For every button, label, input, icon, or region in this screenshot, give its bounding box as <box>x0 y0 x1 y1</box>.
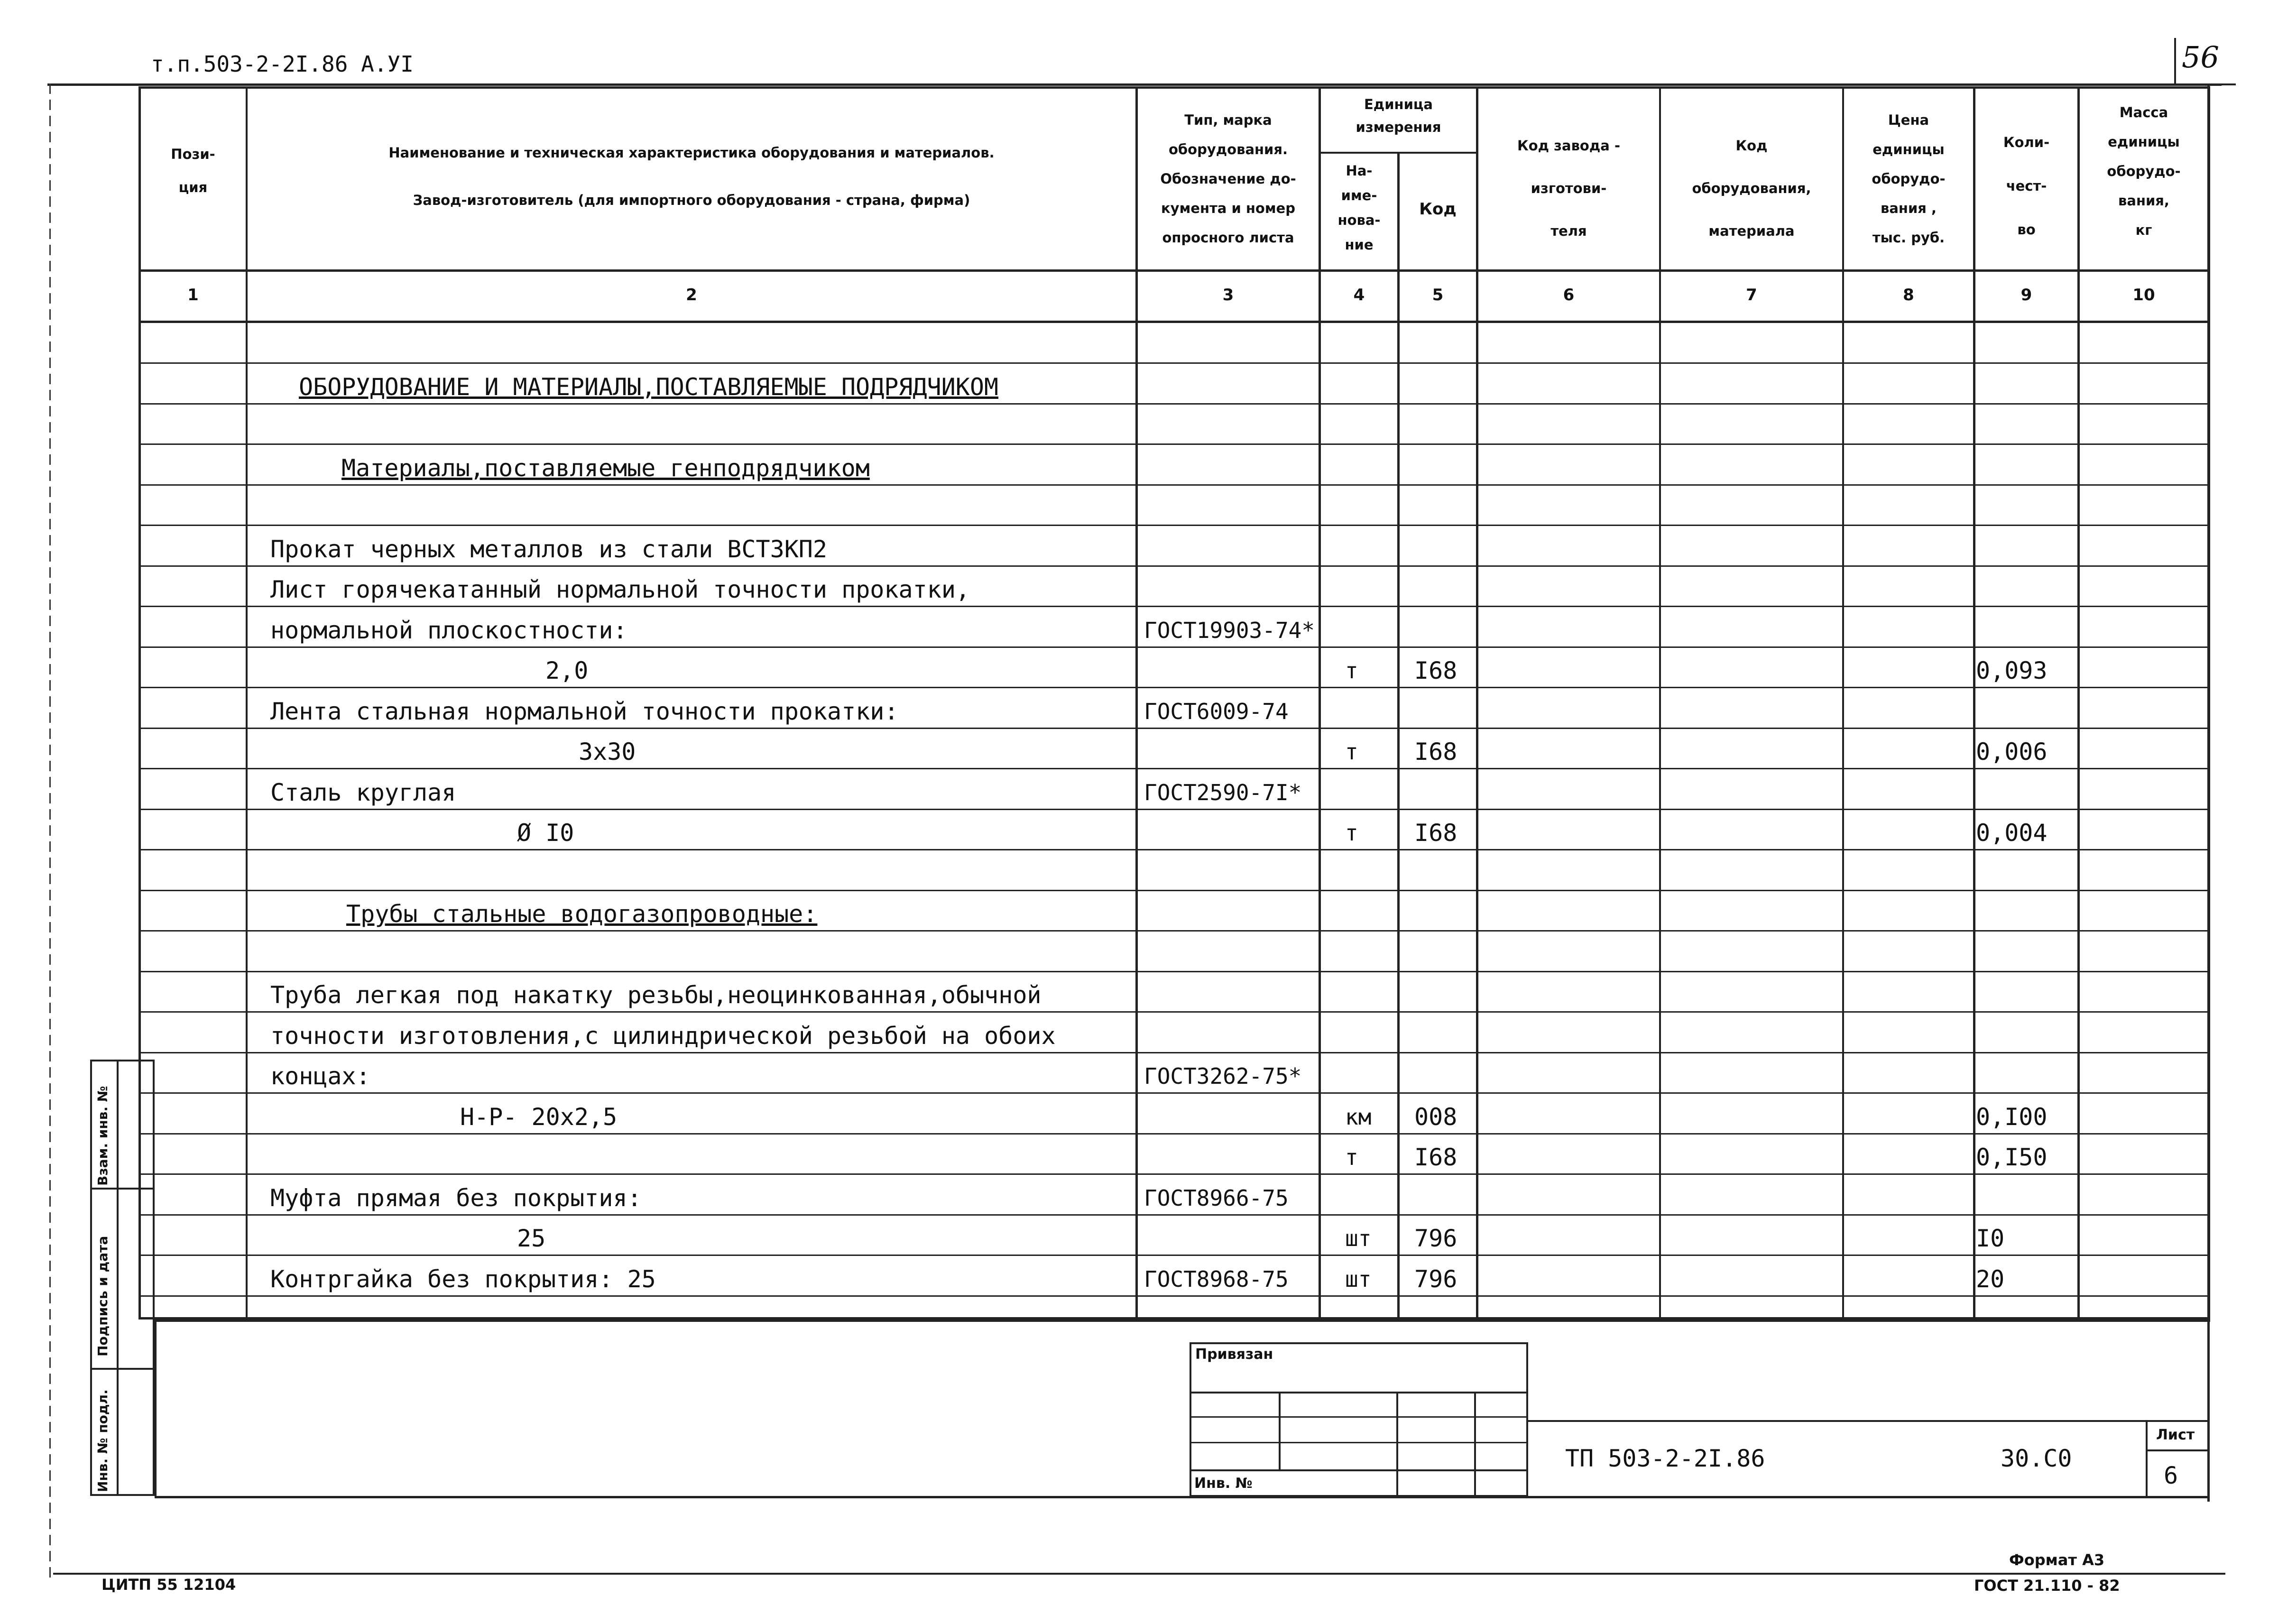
header-name <box>248 129 1135 224</box>
table-row <box>0 1174 2269 1215</box>
row-name: Лист горячекатанный нормальной точности прокатки, <box>270 576 970 603</box>
colnum-5: 5 <box>1432 286 1444 304</box>
colnum-8: 8 <box>1903 286 1914 304</box>
row-code: I68 <box>1414 657 1457 684</box>
header-factory-l2: изготови- <box>1531 180 1607 196</box>
header-equipment-l3: материала <box>1708 223 1795 239</box>
side-label-signature: Подпись и дата <box>95 1236 111 1356</box>
header-unit-l1: Единица <box>1364 96 1433 112</box>
row-qty: 0,I00 <box>1976 1103 2048 1131</box>
header-price-l1: Цена <box>1888 112 1929 128</box>
row-qty: 0,004 <box>1976 819 2048 847</box>
row-unit: т <box>1345 1144 1358 1170</box>
row-code: I68 <box>1414 738 1457 766</box>
row-name: точности изготовления,с цилиндрической резьбой на обоих <box>270 1022 1056 1050</box>
header-quantity-l2: чест- <box>2006 178 2047 194</box>
row-name: Муфта прямая без покрытия: <box>270 1184 642 1212</box>
header-price-l2: единицы <box>1872 141 1945 157</box>
table-row <box>0 363 2269 404</box>
stamp-main-top <box>1528 1420 2208 1422</box>
attached-vline-3 <box>1474 1392 1476 1497</box>
header-quantity-l1: Коли- <box>2003 134 2050 150</box>
row-doc: ГОСТ8968-75 <box>1144 1266 1289 1292</box>
colnum-7: 7 <box>1746 286 1757 304</box>
title-block-bottom <box>155 1496 2208 1498</box>
table-row <box>0 526 2269 566</box>
row-name: нормальной плоскостности: <box>270 617 627 644</box>
table-row <box>0 1012 2269 1053</box>
doc-reference: т.п.503-2-2I.86 А.УI <box>151 51 414 77</box>
sheet-corner-number: 56 <box>2182 40 2219 74</box>
row-doc: ГОСТ19903-74* <box>1144 618 1315 643</box>
colnum-6: 6 <box>1563 286 1575 304</box>
header-name-l2: Завод-изготовитель (для импортного оборудования - страна, фирма) <box>413 192 970 208</box>
header-unit-name-l4: ние <box>1345 237 1374 253</box>
row-qty: I0 <box>1976 1225 2005 1252</box>
row-name: Труба легкая под накатку резьбы,неоцинкованная,обычной <box>270 981 1042 1009</box>
row-code: 796 <box>1414 1265 1457 1293</box>
header-mass-l4: вания, <box>2118 193 2169 209</box>
header-unit-l2: измерения <box>1356 119 1441 135</box>
row-name: ОБОРУДОВАНИЕ И МАТЕРИАЛЫ,ПОСТАВЛЯЕМЫЕ ПОДРЯДЧИКОМ <box>299 373 999 401</box>
header-equipment-code <box>1661 124 1842 252</box>
attached-vline-2 <box>1396 1392 1398 1497</box>
table-row <box>0 444 2269 485</box>
table-row <box>0 769 2269 810</box>
title-block-top <box>155 1320 2210 1322</box>
row-qty: 0,I50 <box>1976 1144 2048 1171</box>
header-name-l1: Наименование и техническая характеристика оборудования и материалов. <box>388 145 995 161</box>
row-name: 25 <box>517 1225 546 1252</box>
row-code: 796 <box>1414 1225 1457 1252</box>
row-name: Н-Р- 20х2,5 <box>460 1103 618 1131</box>
table-row <box>0 729 2269 769</box>
table-row <box>0 323 2269 363</box>
row-name: Сталь круглая <box>270 779 456 806</box>
sheet-box-line <box>2146 1449 2208 1451</box>
row-unit: т <box>1345 820 1358 846</box>
side-strip-divider <box>117 1060 119 1496</box>
header-position-l2: ция <box>178 179 208 195</box>
table-row <box>0 485 2269 526</box>
header-factory-l3: теля <box>1550 223 1587 239</box>
frame-bottom <box>53 1573 2225 1575</box>
header-type-l4: кумента и номер <box>1161 200 1295 216</box>
row-name: Ø I0 <box>517 819 574 847</box>
header-unit-name-l1: На- <box>1346 163 1373 179</box>
header-quantity <box>1975 120 2077 251</box>
header-factory-l1: Код завода - <box>1517 138 1620 154</box>
header-unit-name-l2: име- <box>1341 187 1377 203</box>
header-unit-code: Код <box>1419 200 1457 219</box>
header-mass-l1: Масса <box>2119 104 2168 120</box>
row-name: 2,0 <box>545 657 589 684</box>
header-equipment-l1: Код <box>1735 138 1768 154</box>
attached-line-2 <box>1190 1416 1528 1418</box>
side-label-inventory: Инв. № подл. <box>95 1389 111 1492</box>
side-label-replace: Взам. инв. № <box>95 1086 111 1186</box>
row-unit: шт <box>1345 1266 1372 1292</box>
header-price-l4: вания , <box>1880 200 1937 216</box>
attached-vline-1 <box>1279 1392 1281 1471</box>
unit-header-line <box>1319 152 1478 154</box>
table-row <box>0 1053 2269 1093</box>
table-row <box>0 931 2269 972</box>
header-type-l2: оборудования. <box>1168 141 1288 157</box>
header-factory-code <box>1478 124 1659 252</box>
header-type-l1: Тип, марка <box>1184 112 1272 128</box>
row-qty: 0,093 <box>1976 657 2048 684</box>
footer-format: Формат А3 <box>2009 1551 2105 1569</box>
attached-label: Привязан <box>1195 1346 1273 1363</box>
header-unit-name <box>1321 158 1397 257</box>
title-block-left <box>155 1320 157 1498</box>
sheet-number: 6 <box>2164 1462 2178 1489</box>
attached-line-4 <box>1190 1469 1528 1471</box>
row-unit: шт <box>1345 1226 1372 1251</box>
header-unit-name-l3: нова- <box>1337 212 1381 228</box>
header-mass <box>2080 98 2208 245</box>
header-quantity-l3: во <box>2017 221 2036 238</box>
row-name: Прокат черных металлов из стали ВСТ3КП2 <box>270 535 827 563</box>
row-name: Материалы,поставляемые генподрядчиком <box>341 454 870 482</box>
header-position <box>140 138 246 204</box>
table-row <box>0 810 2269 850</box>
attached-line-3 <box>1190 1442 1528 1443</box>
colnum-2: 2 <box>686 286 697 304</box>
sheet-label: Лист <box>2156 1427 2195 1443</box>
row-unit: км <box>1345 1104 1372 1130</box>
table-row <box>0 1093 2269 1134</box>
row-doc: ГОСТ2590-7I* <box>1144 780 1302 805</box>
row-code: 008 <box>1414 1103 1457 1131</box>
row-doc: ГОСТ3262-75* <box>1144 1063 1302 1089</box>
table-row <box>0 688 2269 729</box>
row-doc: ГОСТ6009-74 <box>1144 699 1289 724</box>
side-strip-h2 <box>90 1368 155 1370</box>
header-bottom-line <box>138 269 2210 272</box>
header-price-l3: оборудо- <box>1872 171 1946 187</box>
header-type-l5: опросного листа <box>1162 230 1294 246</box>
table-row <box>0 891 2269 931</box>
header-mass-l2: единицы <box>2108 134 2180 150</box>
colnum-4: 4 <box>1353 286 1365 304</box>
row-name: Контргайка без покрытия: 25 <box>270 1265 656 1293</box>
row-qty: 0,006 <box>1976 738 2048 766</box>
table-row <box>0 404 2269 444</box>
colnum-10: 10 <box>2132 286 2155 304</box>
footer-standard: ГОСТ 21.110 - 82 <box>1974 1577 2120 1595</box>
colnum-9: 9 <box>2020 286 2032 304</box>
header-unit <box>1321 93 1476 138</box>
colnum-1: 1 <box>187 286 199 304</box>
header-mass-l5: кг <box>2135 222 2152 238</box>
row-code: I68 <box>1414 819 1457 847</box>
row-name: концах: <box>270 1062 370 1090</box>
stamp-doc-code: ТП 503-2-2I.86 <box>1565 1445 1765 1472</box>
row-unit: т <box>1345 658 1358 683</box>
row-name: Лента стальная нормальной точности прокатки: <box>270 698 899 725</box>
table-row <box>0 647 2269 688</box>
table-row <box>0 850 2269 891</box>
attached-box <box>1190 1342 1528 1497</box>
row-name: 3х30 <box>579 738 636 766</box>
table-row <box>0 566 2269 607</box>
header-type <box>1138 105 1319 252</box>
frame-top <box>47 83 2222 86</box>
table-row <box>0 972 2269 1012</box>
row-doc: ГОСТ8966-75 <box>1144 1185 1289 1211</box>
header-mass-l3: оборудо- <box>2107 163 2181 179</box>
header-price-l5: тыс. руб. <box>1872 230 1945 246</box>
footer-left-code: ЦИТП 55 12104 <box>101 1576 236 1594</box>
colnum-3: 3 <box>1222 286 1234 304</box>
table-row <box>0 607 2269 647</box>
row-qty: 20 <box>1976 1265 2005 1293</box>
header-position-l1: Пози- <box>171 146 215 162</box>
table-row <box>0 1255 2269 1296</box>
row-code: I68 <box>1414 1144 1457 1171</box>
header-type-l3: Обозначение до- <box>1160 171 1296 187</box>
row-unit: т <box>1345 739 1358 765</box>
header-price <box>1844 105 1973 252</box>
side-strip-h1 <box>90 1188 155 1190</box>
stamp-section: 30.С0 <box>2001 1445 2072 1472</box>
table-row <box>0 1134 2269 1174</box>
row-name: Трубы стальные водогазопроводные: <box>346 900 818 928</box>
inv-no-label: Инв. № <box>1194 1475 1253 1492</box>
table-row <box>0 1215 2269 1255</box>
header-equipment-l2: оборудования, <box>1692 180 1811 196</box>
attached-line-1 <box>1190 1392 1528 1393</box>
